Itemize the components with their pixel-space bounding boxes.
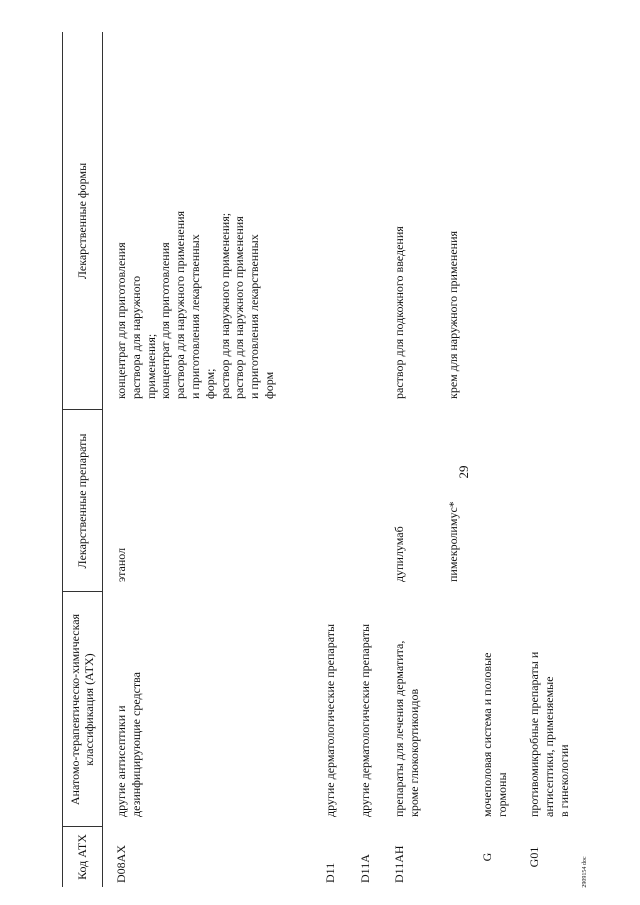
row-form: концентрат для приготовления раствора для наружного применения; концентрат для приготовления раствора для наружного применения и приготовления лекарственных форм; раствор для наружного применения; раствор для наружного применения и приготовления лекарственных форм [114,210,276,399]
drug-table [62,32,602,887]
header-bottom-rule [102,32,103,887]
row-code: D11 [323,862,337,883]
row-drug: пимекролимус* [446,501,460,582]
document-id: 2909154 doc [582,856,588,888]
row-atc: другие дерматологические препараты [323,623,337,817]
page-number: 29 [456,465,471,479]
row-code: D11AH [392,845,406,883]
row-form: раствор для подкожного введения [392,226,406,399]
row-atc: препараты для лечения дерматита, кроме глюкокортикоидов [392,640,421,817]
row-code: G01 [527,846,541,868]
header-code: Код АТХ [75,834,89,880]
row-atc: другие дерматологические препараты [358,623,372,817]
row-code: D11A [358,854,372,883]
header-drugs: Лекарственные препараты [75,433,89,569]
header-forms: Лекарственные формы [75,162,89,280]
row-atc: противомикробные препараты и антисептики, применяемые в гинекологии [527,651,571,817]
row-drug: дупилумаб [392,526,406,582]
row-drug: этанол [114,547,128,582]
row-atc: другие антисептики и дезинфицирующие средства [114,671,143,817]
header-atc: Анатомо-терапевтическо-химическая классификация (АТХ) [68,613,96,806]
row-form: крем для наружного применения [446,230,460,399]
row-atc: мочеполовая система и половые гормоны [480,652,509,817]
row-code: G [480,852,494,862]
row-code: D08AX [114,845,128,883]
